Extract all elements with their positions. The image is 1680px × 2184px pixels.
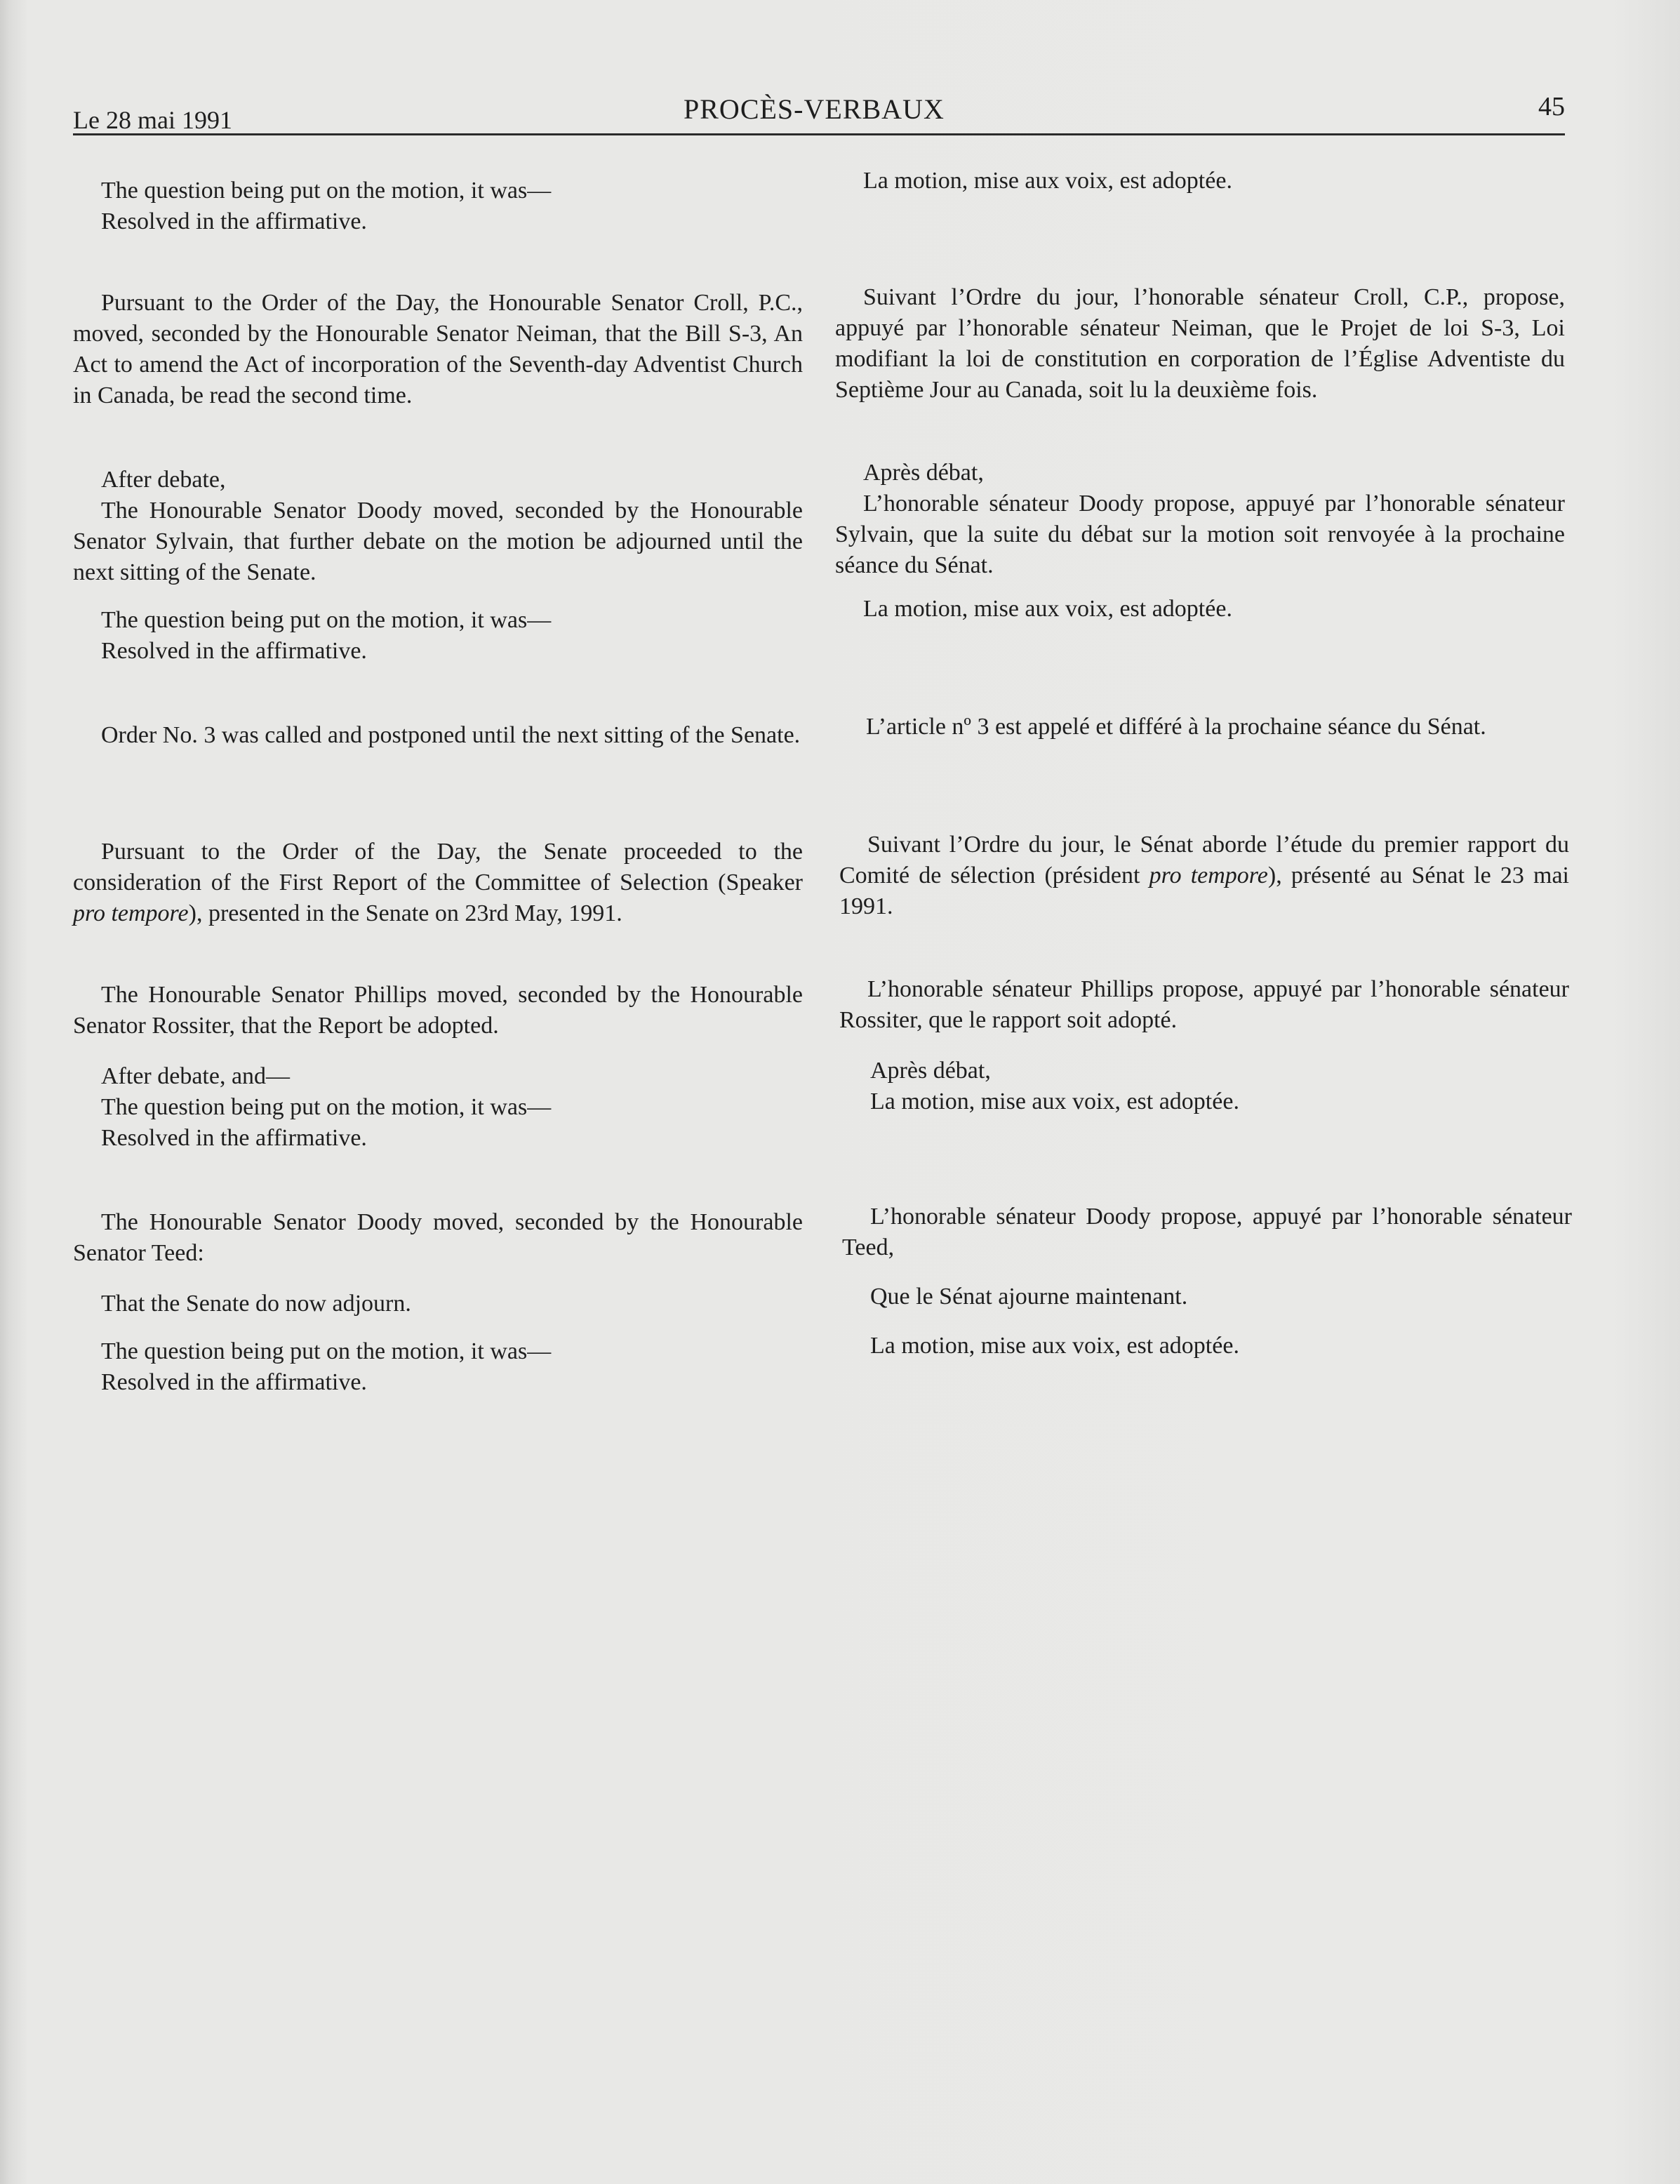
fr-block-10: [842, 1281, 1572, 1312]
en-paragraph: Pursuant to the Order of the Day, the Honourable Senator Croll, P.C., moved, seconded by the Honourable Senator Neiman, that the Bill S-3, An Act to amend the Act of incorporation of the Seventh-day Adventist Church in Canada, be read the second time.: [73, 290, 803, 408]
page-header: [73, 90, 1565, 135]
en-block-9: [73, 1207, 803, 1269]
en-line: Resolved in the affirmative.: [101, 1369, 367, 1395]
en-line: The question being put on the motion, it was—: [101, 1338, 552, 1364]
fr-block-9: [842, 1201, 1572, 1263]
fr-block-3: [835, 458, 1565, 581]
fr-line: La motion, mise aux voix, est adoptée.: [870, 1333, 1239, 1359]
fr-paragraph: L’honorable sénateur Doody propose, appuyé par l’honorable sénateur Sylvain, que la suite du débat sur la motion soit renvoyée à la prochaine séance du Sénat.: [835, 491, 1565, 578]
fr-block-4: [835, 594, 1565, 625]
en-block-6: [73, 837, 803, 929]
fr-block-7: [839, 974, 1569, 1036]
fr-line: Après débat,: [870, 1058, 991, 1084]
fr-block-1: [835, 166, 1565, 197]
fr-paragraph: L’honorable sénateur Phillips propose, appuyé par l’honorable sénateur Rossiter, que le rapport soit adopté.: [839, 976, 1569, 1033]
en-line: The question being put on the motion, it was—: [101, 178, 552, 204]
en-block-10: [73, 1289, 803, 1319]
en-line: Resolved in the affirmative.: [101, 1125, 367, 1151]
fr-paragraph: L’honorable sénateur Doody propose, appuyé par l’honorable sénateur Teed,: [842, 1204, 1572, 1260]
header-title: PROCÈS-VERBAUX: [684, 93, 945, 125]
fr-line: La motion, mise aux voix, est adoptée.: [863, 168, 1232, 194]
en-line: The question being put on the motion, it was—: [101, 1094, 552, 1120]
fr-line: La motion, mise aux voix, est adoptée.: [870, 1088, 1239, 1114]
en-paragraph: Order No. 3 was called and postponed until the next sitting of the Senate.: [101, 722, 801, 748]
en-paragraph: The Honourable Senator Doody moved, seconded by the Honourable Senator Teed:: [73, 1209, 803, 1266]
en-line: After debate,: [101, 467, 226, 493]
en-block-1: [73, 175, 803, 237]
fr-block-8: [842, 1056, 1572, 1117]
en-paragraph: The Honourable Senator Doody moved, seconded by the Honourable Senator Sylvain, that further debate on the motion be adjourned until the next sitting of the Senate.: [73, 498, 803, 585]
page-number: 45: [1538, 92, 1565, 121]
fr-block-6: [839, 830, 1569, 922]
fr-line: Après débat,: [863, 460, 984, 486]
en-block-5: [73, 720, 803, 751]
fr-block-5: [838, 712, 1568, 743]
en-paragraph: Pursuant to the Order of the Day, the Senate proceeded to the consideration of the First Report of the Committee of Selection (Speaker pro tempore), presented in the Senate on 23rd May, 1991.: [73, 839, 803, 926]
en-line: Resolved in the affirmative.: [101, 638, 367, 664]
en-line: That the Senate do now adjourn.: [101, 1291, 411, 1317]
en-block-2: [73, 288, 803, 411]
en-block-8: [73, 1061, 803, 1154]
fr-block-11: [842, 1331, 1572, 1361]
en-line: Resolved in the affirmative.: [101, 208, 367, 234]
fr-paragraph: L’article nº 3 est appelé et différé à la prochaine séance du Sénat.: [866, 714, 1486, 740]
fr-paragraph: Suivant l’Ordre du jour, l’honorable sénateur Croll, C.P., propose, appuyé par l’honorable sénateur Neiman, que le Projet de loi S-3, Loi modifiant la loi de constitution en corporation de l’Église Adventiste du Septième Jour au Canada, soit lu la deuxième fois.: [835, 284, 1565, 403]
en-block-4: [73, 605, 803, 667]
en-block-3: [73, 465, 803, 588]
en-line: The question being put on the motion, it was—: [101, 607, 552, 633]
fr-block-2: [835, 282, 1565, 406]
en-block-11: [73, 1336, 803, 1398]
fr-paragraph: Suivant l’Ordre du jour, le Sénat aborde l’étude du premier rapport du Comité de sélection (président pro tempore), présenté au Sénat le 23 mai 1991.: [839, 832, 1570, 919]
en-block-7: [73, 980, 803, 1041]
en-paragraph: The Honourable Senator Phillips moved, seconded by the Honourable Senator Rossiter, that the Report be adopted.: [73, 982, 803, 1039]
fr-line: La motion, mise aux voix, est adoptée.: [863, 596, 1232, 622]
fr-line: Que le Sénat ajourne maintenant.: [870, 1284, 1188, 1310]
header-date: Le 28 mai 1991: [73, 106, 232, 134]
en-line: After debate, and—: [101, 1063, 291, 1089]
